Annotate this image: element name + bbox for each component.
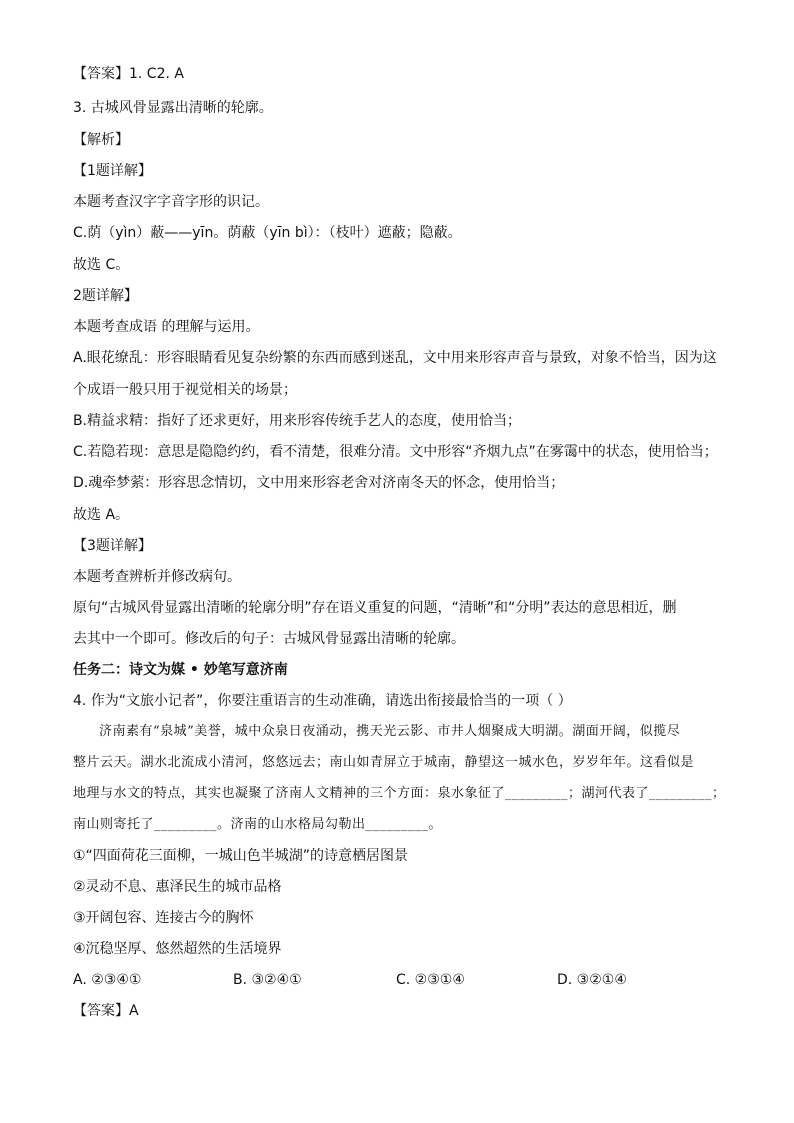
choice-item-3: ③开阔包容、连接古今的胸怀 [73, 910, 254, 926]
q2-option-c: C.若隐若现：意思是隐隐约约，看不清楚，很难分清。文中形容“齐烟九点”在雾霭中的状态，使用恰当； [73, 444, 718, 460]
option-b: B. ③②④① [233, 972, 302, 988]
q4-prompt: 4. 作为“文旅小记者”，你要注重语言的生动准确，请选出衔接最恰当的一项（ ） [73, 693, 572, 709]
analysis-heading: 【解析】 [73, 132, 129, 148]
q2-option-d: D.魂牵梦萦：形容思念情切，文中用来形容老舍对济南冬天的怀念，使用恰当； [73, 475, 565, 491]
q3-explanation: 原句“古城风骨显露出清晰的轮廓分明”存在语义重复的问题，“清晰”和“分明”表达的意思相近，删 [73, 600, 677, 616]
passage-line-4: 南山则寄托了_________。济南的山水格局勾勒出_________。 [73, 817, 443, 832]
answer-line-1: 【答案】1. C2. A [73, 66, 184, 82]
q1-conclusion: 故选 C。 [73, 257, 130, 273]
q2-heading: 2题详解】 [73, 288, 138, 304]
q2-option-a-cont: 个成语一般只用于视觉相关的场景； [73, 382, 297, 398]
answer-line-3: 3. 古城风骨显露出清晰的轮廓。 [73, 100, 273, 116]
q4-answer: 【答案】A [73, 1003, 139, 1019]
task-two-heading: 任务二：诗文为媒 • 妙笔写意济南 [73, 662, 288, 678]
q2-topic: 本题考查成语 的理解与运用。 [73, 319, 260, 335]
passage-line-3: 地理与水文的特点，其实也凝聚了济南人文精神的三个方面：泉水象征了_________；湖河代表了_________； [73, 786, 726, 801]
option-d: D. ③②①④ [557, 972, 627, 988]
q1-explanation: C.荫（yìn）蔽——yīn。荫蔽（yīn bì）：（枝叶）遮蔽；隐蔽。 [73, 225, 462, 241]
q1-topic: 本题考查汉字字音字形的识记。 [73, 194, 269, 210]
choice-item-2: ②灵动不息、惠泽民生的城市品格 [73, 879, 282, 895]
passage-line-1: 济南素有“泉城”美誉，城中众泉日夜涌动，携天光云影、市井人烟聚成大明湖。湖面开阔，似揽尽 [99, 724, 681, 739]
option-a: A. ②③④① [73, 972, 142, 988]
choice-item-4: ④沉稳坚厚、悠然超然的生活境界 [73, 941, 282, 957]
q3-heading: 【3题详解】 [73, 538, 152, 554]
q2-option-a: A.眼花缭乱：形容眼睛看见复杂纷繁的东西而感到迷乱，文中用来形容声音与景致，对象不恰当，因为这 [73, 350, 717, 366]
option-c: C. ②③①④ [396, 972, 465, 988]
q2-conclusion: 故选 A。 [73, 507, 130, 523]
choice-item-1: ①“四面荷花三面柳，一城山色半城湖”的诗意栖居图景 [73, 848, 409, 864]
passage-line-2: 整片云天。湖水北流成小清河，悠悠远去；南山如青屏立于城南，静望这一城水色，岁岁年年。这看似是 [73, 755, 695, 770]
q3-topic: 本题考查辨析并修改病句。 [73, 569, 241, 585]
q3-explanation-cont: 去其中一个即可。修改后的句子：古城风骨显露出清晰的轮廓。 [73, 631, 465, 647]
q1-heading: 【1题详解】 [73, 163, 152, 179]
q2-option-b: B.精益求精：指好了还求更好，用来形容传统手艺人的态度，使用恰当； [73, 413, 522, 429]
